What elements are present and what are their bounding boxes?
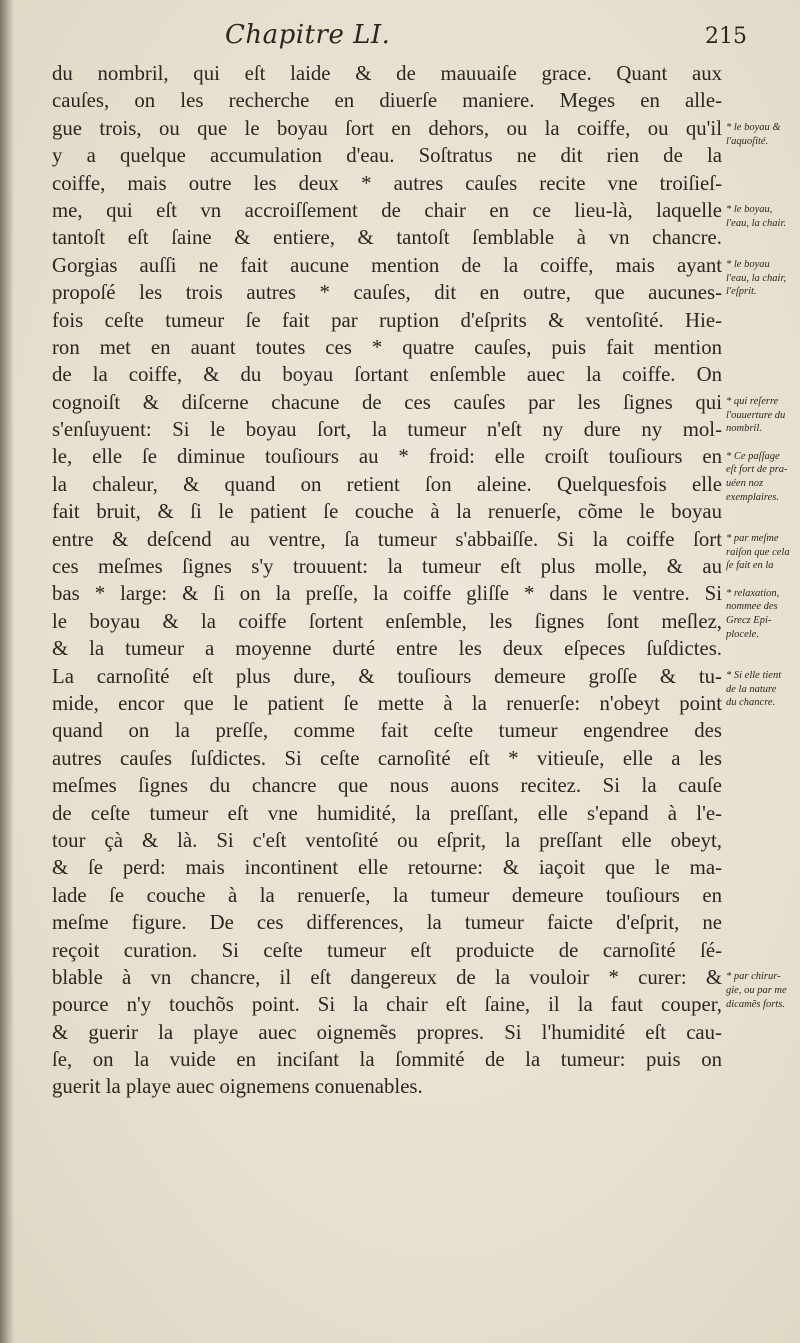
text-line: & guerir la playe auec oignemẽs propres. Si l'humidité eſt cau- [52,1020,722,1044]
margin-note-line: * par chirur- [726,971,781,983]
margin-note-line: du chancre. [726,697,776,709]
text-line: bas * large: & ſi on la preſſe, la coiffe gliſſe * dans le ventre. Si [52,582,722,606]
text-line: du nombril, qui eſt laide & de mauuaiſe grace. Quant aux [52,62,722,85]
margin-note-line: de la nature [726,683,777,695]
text-line: reçoit curation. Si ceſte tumeur eſt produicte de carnoſité ſé- [52,938,722,962]
text-line: gue trois, ou que le boyau ſort en dehors, ou la coiffe, ou qu'il [52,116,722,140]
text-line: guerit la playe auec oignemens conuenables. [52,1075,423,1099]
text-line: lade ſe couche à la renuerſe, la tumeur demeure touſiours en [52,883,722,907]
text-line: fois ceſte tumeur ſe fait par ruption d'eſprits & ventoſité. Hie- [52,308,722,332]
margin-note-line: * relaxation, [726,587,780,599]
text-line: propoſé les trois autres * cauſes, dit en outre, que aucunes- [52,281,722,305]
margin-note-line: dicamẽs forts. [726,998,785,1010]
text-line: le boyau & la coiffe ſortent enſemble, les ſignes ſont meſlez, [52,609,722,633]
text-line: cauſes, on les recherche en diuerſe maniere. Meges en alle- [52,89,722,113]
text-line: blable à vn chancre, il eſt dangereux de la vouloir * curer: & [52,965,722,989]
margin-note-line: * Si elle tient [726,669,782,681]
margin-note-line: * Ce paſſage [726,450,780,462]
margin-note-line: nommee des [726,601,778,613]
margin-note-line: plocele. [726,628,759,640]
text-line: tantoſt eſt ſaine & entiere, & tantoſt ſemblable à vn chancre. [52,226,722,250]
text-line: Gorgias auſſi ne fait aucune mention de la coiffe, mais ayant [52,253,722,277]
margin-note-line: l'ouuerture du [726,409,786,421]
margin-note-line: * le boyau [726,258,770,270]
margin-note-line: l'eau, la chair. [726,217,786,229]
margin-note [726,587,798,642]
margin-note-line: nombril. [726,423,762,435]
margin-note [726,121,798,148]
margin-note [726,669,798,710]
margin-note-line: Grecz Epi- [726,615,772,626]
margin-note-line: * qui reſerre [726,395,779,407]
text-line: entre & deſcend au ventre, ſa tumeur s'abbaiſſe. Si la coiffe ſort [52,527,722,551]
text-line: meſme figure. De ces differences, la tumeur faicte d'eſprit, ne [52,911,722,935]
margin-note-line: l'aquoſité. [726,135,769,147]
text-line: autres cauſes ſuſdictes. Si ceſte carnoſité eſt * vitieuſe, elle a les [52,746,722,770]
margin-note-line: * le boyau & [726,121,781,133]
body-text [52,60,722,1101]
text-line: de ceſte tumeur eſt vne humidité, la preſſant, elle s'epand à l'e- [52,801,722,825]
margin-note-line: uéen noz [726,478,764,489]
text-line: fait bruit, & ſi le patient ſe couche à la renuerſe, cõme le boyau [52,500,722,524]
text-line: tour çà & là. Si c'eſt ventoſité ou eſprit, la preſſant elle obeyt, [52,828,722,852]
text-line: pource n'y touchõs point. Si la chair eſt ſaine, il la faut couper, [52,993,722,1017]
text-line: quand on la preſſe, comme fait ceſte tumeur engendree des [52,719,722,743]
margin-note [726,450,798,505]
text-line: me, qui eſt vn accroiſſement de chair en ce lieu-là, laquelle [52,198,722,222]
text-line: de la coiffe, & du boyau ſortant enſemble auec la coiffe. On [52,363,722,387]
text-line: le, elle ſe diminue touſiours au * froid: elle croiſt touſiours en [52,445,722,469]
margin-note-line: * le boyau, [726,204,773,215]
margin-note [726,970,798,1011]
text-line: s'enſuyuent: Si le boyau ſort, la tumeur n'eſt ny dure ny mol- [52,418,722,442]
page-number: 215 [705,24,747,49]
margin-note-line: gie, ou par me [726,984,787,996]
text-line: coiffe, mais outre les deux * autres cauſes recite vne troiſieſ- [52,171,722,195]
text-line: y a quelque accumulation d'eau. Soſtratus ne dit rien de la [52,144,722,168]
margin-note-line: ſe fait en la [726,560,774,572]
margin-note [726,395,798,436]
text-line: ces meſmes ſignes s'y trouuent: la tumeur eſt plus molle, & au [52,555,722,579]
text-line: ſe, on la vuide en inciſant la ſommité de la tumeur: puis on [52,1048,722,1072]
margin-note-line: l'eſprit. [726,286,757,298]
text-line: la chaleur, & quand on retient ſon aleine. Quelquesfois elle [52,472,722,496]
page-header [0,14,800,54]
text-line: & ſe perd: mais incontinent elle retourne: & iaçoit que le ma- [52,856,722,880]
margin-note-line: raiſon que cela [726,546,790,558]
text-line: & la tumeur a moyenne durté entre les deux eſpeces ſuſdictes. [52,637,722,661]
margin-note-line: exemplaires. [726,491,779,503]
text-line: La carnoſité eſt plus dure, & touſiours demeure groſſe & tu- [52,664,722,688]
text-line: meſmes ſignes du chancre que nous auons recitez. Si la cauſe [52,774,722,798]
page-gutter-shadow [0,0,14,1343]
margin-note-line: * par meſme [726,532,779,544]
running-title: Chapitre LI. [225,20,391,50]
text-line: mide, encor que le patient ſe mette à la renuerſe: n'obeyt point [52,691,722,715]
margin-note-line: l'eau, la chair, [726,272,786,284]
margin-note-line: eſt fort de pra- [726,464,788,476]
margin-note [726,532,798,573]
text-line: ron met en auant toutes ces * quatre cauſes, puis fait mention [52,335,722,359]
text-line: cognoiſt & diſcerne chacune de ces cauſes par les ſignes qui [52,390,722,414]
margin-note [726,203,798,230]
margin-note [726,258,798,299]
